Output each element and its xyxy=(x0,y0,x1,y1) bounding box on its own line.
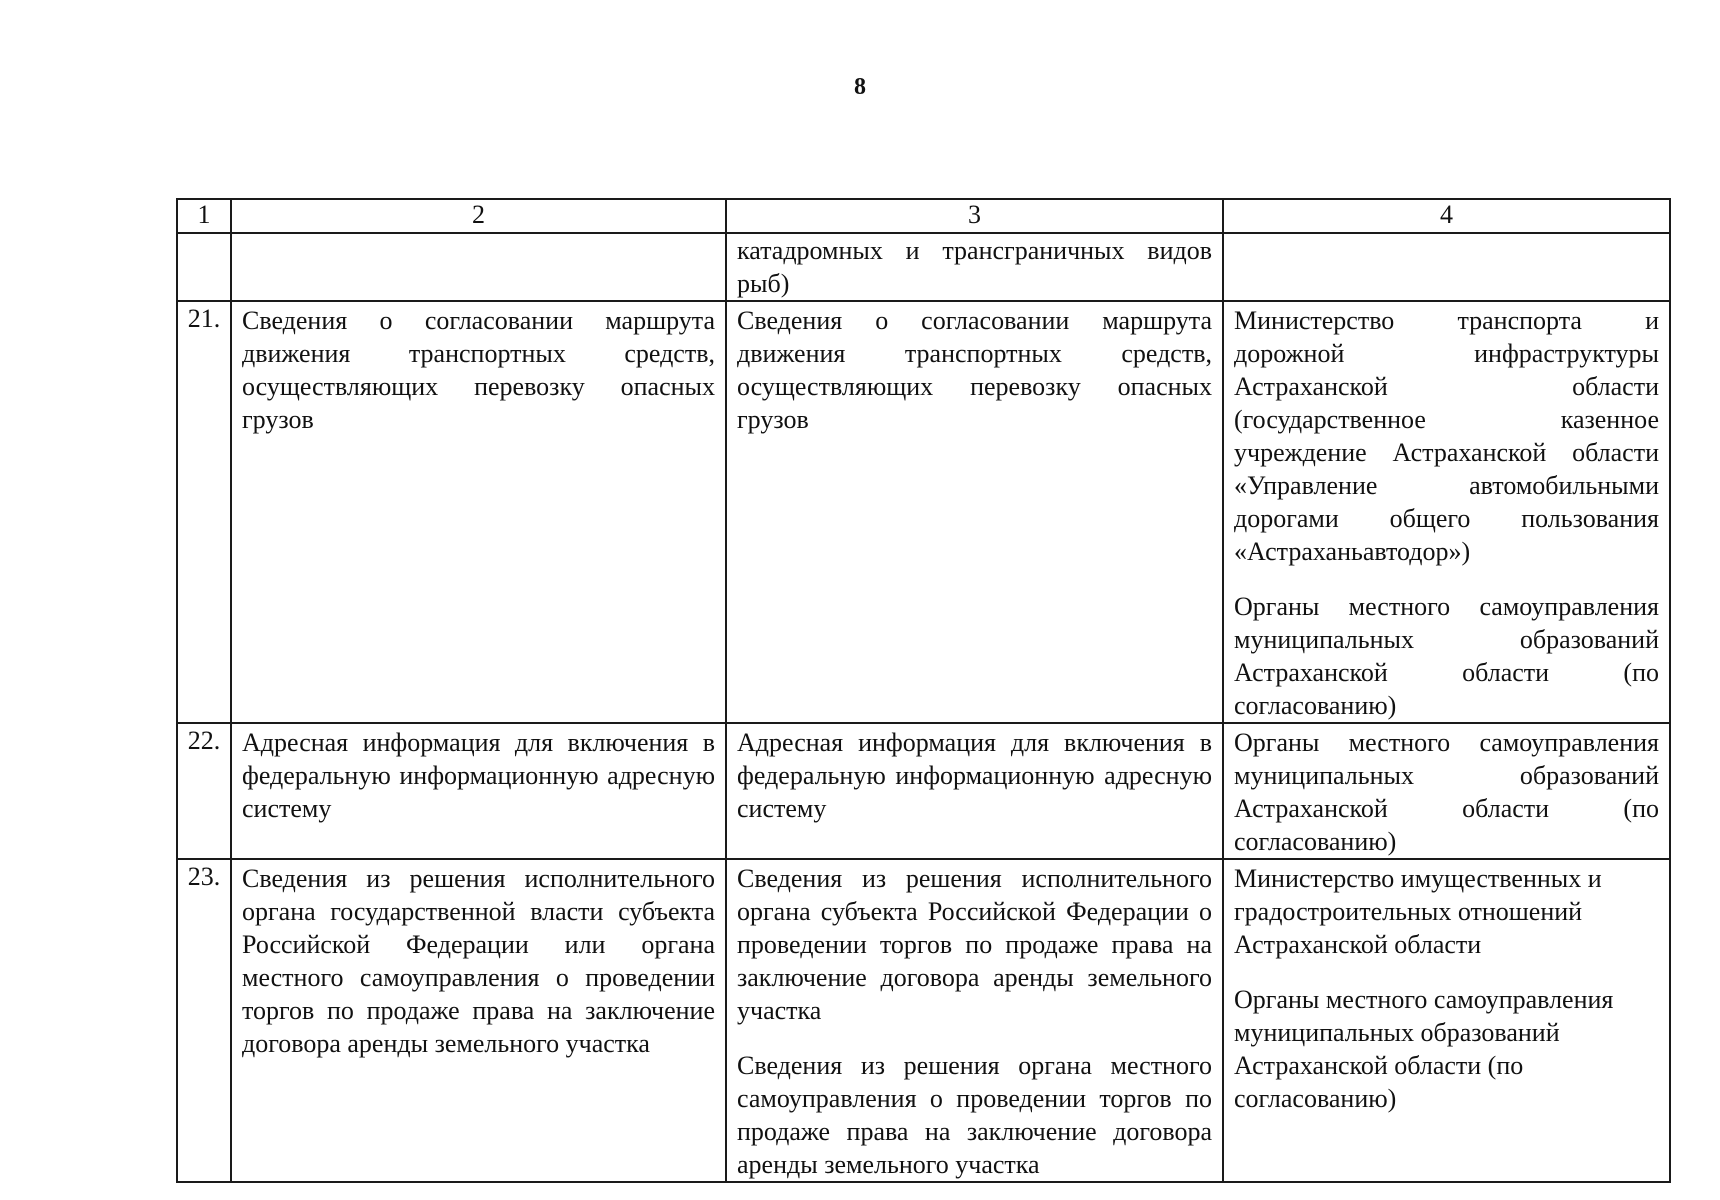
column-header-2: 2 xyxy=(231,199,726,233)
table-row xyxy=(177,301,1670,723)
table-cell-col4 xyxy=(1223,723,1670,859)
table-cell-col4 xyxy=(1223,301,1670,723)
cell-paragraph: Адресная информация для включения в федеральную информационную адресную систему xyxy=(737,728,1212,823)
cell-paragraph: Сведения о согласовании маршрута движения транспортных средств, осуществляющих перевозку опасных грузов xyxy=(737,306,1212,434)
table-row xyxy=(177,723,1670,859)
table-cell-col2 xyxy=(231,301,726,723)
table-cell-col2 xyxy=(231,859,726,1182)
cell-paragraph: Министерство имущественных и градостроительных отношений Астраханской области xyxy=(1234,864,1602,959)
table-cell-num xyxy=(177,233,231,301)
table-row xyxy=(177,859,1670,1182)
table-cell-col4 xyxy=(1223,233,1670,301)
cell-paragraph: Органы местного самоуправления муниципальных образований Астраханской области (по согласованию) xyxy=(1234,592,1659,720)
cell-paragraph: Адресная информация для включения в федеральную информационную адресную систему xyxy=(242,728,715,823)
row-number: 23. xyxy=(177,859,231,1182)
table-cell-col4 xyxy=(1223,859,1670,1182)
row-number: 21. xyxy=(177,301,231,723)
page-number: 8 xyxy=(854,74,866,100)
column-header-4: 4 xyxy=(1223,199,1670,233)
table-cell-col3: катадромных и трансграничных видов рыб) xyxy=(726,233,1223,301)
table-cell-col3 xyxy=(726,859,1223,1182)
table-cell-col3 xyxy=(726,723,1223,859)
cell-paragraph: Органы местного самоуправления муниципальных образований Астраханской области (по согласованию) xyxy=(1234,985,1614,1113)
column-header-1: 1 xyxy=(177,199,231,233)
cell-paragraph: Сведения о согласовании маршрута движения транспортных средств, осуществляющих перевозку опасных грузов xyxy=(242,306,715,434)
row-number: 22. xyxy=(177,723,231,859)
cell-paragraph: Министерство транспорта и дорожной инфраструктуры Астраханской области (государственное казенное учреждение Астраханской области «Управление автомобильными дорогами общего пользования «Астраханьавтодор») xyxy=(1234,306,1659,566)
table-cell-col3 xyxy=(726,301,1223,723)
data-table xyxy=(176,198,1671,1183)
column-header-3: 3 xyxy=(726,199,1223,233)
header-row xyxy=(177,199,1670,233)
cell-paragraph: Сведения из решения исполнительного органа субъекта Российской Федерации о проведении торгов по продаже права на заключение договора аренды земельного участка xyxy=(737,864,1212,1025)
cell-paragraph: Сведения из решения органа местного самоуправления о проведении торгов по продаже права на заключение договора аренды земельного участка xyxy=(737,1051,1212,1179)
cell-paragraph: Сведения из решения исполнительного органа государственной власти субъекта Российской Федерации или органа местного самоуправления о проведении торгов по продаже права на заключение договора аренды земельного участка xyxy=(242,864,715,1058)
table-cell-col2 xyxy=(231,233,726,301)
table-row-continuation xyxy=(177,233,1670,301)
cell-paragraph: Органы местного самоуправления муниципальных образований Астраханской области (по согласованию) xyxy=(1234,728,1659,856)
table-cell-col2 xyxy=(231,723,726,859)
